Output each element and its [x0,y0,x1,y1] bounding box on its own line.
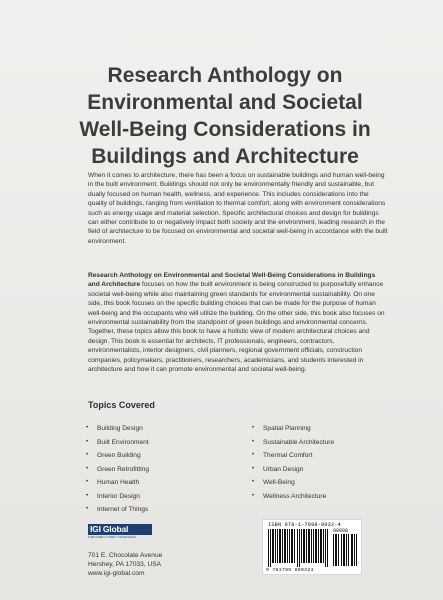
publisher-address [88,551,228,579]
bullet-icon: • [86,465,89,472]
topic-label: Thermal Comfort [263,452,313,459]
logo-wordmark: IGI Global [88,524,152,535]
paragraph-2-bold-title: Research Anthology on Environmental and Societal Well-Being Considerations in Buildings and Architecture [88,272,376,289]
topics-list-right [252,422,382,503]
topic-item [86,463,216,477]
topic-item [86,476,216,490]
title-line: Buildings and Architecture [91,145,359,168]
isbn-barcode [262,519,362,575]
topic-item [86,422,216,436]
barcode-digits: 9 781799 890324 [266,568,314,573]
topic-item [252,476,382,490]
logo-tagline: PUBLISHER of TIMELY KNOWLEDGE [88,536,136,539]
topic-label: Built Environment [97,438,149,446]
bullet-icon: • [86,425,89,431]
title-line: Research Anthology on [107,64,343,87]
bullet-icon: • [86,479,89,485]
book-title [40,62,410,170]
bullet-icon: • [252,465,255,472]
topic-label: Interior Design [97,492,140,500]
bullet-icon: • [86,492,89,499]
topic-item [252,463,382,477]
isbn-number: ISBN 978-1-7998-9032-4 [268,522,341,528]
bullet-icon: • [252,425,255,431]
topic-item [252,449,382,463]
topic-label: Well-Being [263,479,295,486]
topic-label: Internet of Things [97,506,149,513]
topic-label: Human Health [97,479,140,486]
description-paragraph-2 [88,271,388,374]
topic-label: Building Design [97,425,143,432]
topic-label: Sustainable Architecture [263,438,335,446]
bullet-icon: • [252,492,255,499]
topic-item [86,449,216,463]
topic-item [252,422,382,436]
bullet-icon: • [86,506,89,512]
topic-item [252,490,382,504]
barcode-addon-number: 90000 [333,528,349,534]
publisher-website: www.igi-global.com [88,570,145,578]
bullet-icon: • [252,452,255,458]
topic-label: Green Retrofitting [97,465,150,473]
bullet-icon: • [86,452,89,458]
bullet-icon: • [252,479,255,485]
barcode-icon [268,529,330,567]
barcode-addon-icon [333,534,357,566]
topic-item [252,436,382,450]
title-line: Well-Being Considerations in [79,118,371,141]
bullet-icon: • [86,438,89,445]
bullet-icon: • [252,438,255,445]
publisher-logo [88,524,152,542]
description-paragraph-1: When it comes to architecture, there has been a focus on sustainable buildings and human well-being in the built environment. Buildings should not only be environmentally friendly and sustainable, but dually focused on human health, wellness, and experience. This includes considerations into the quality of buildings, ranging from ventilation to thermal comfort, along with environment considerations such as energy usage and material selection. Specific architectural choices and design for buildings can either contribute to or negatively impact both society and the environment, leading research in the field of architecture to be focused on environmental and societal well-being in accordance with the built environment. [88,172,388,245]
topic-item [86,490,216,504]
topic-label: Urban Design [263,465,304,473]
topic-label: Green Building [97,452,141,459]
topic-label: Spatial Planning [263,425,311,432]
address-line: 701 E. Chocolate Avenue [88,552,163,559]
topic-label: Wellness Architecture [263,492,327,500]
address-line: Hershey, PA 17033, USA [88,561,162,569]
topic-item [86,503,216,517]
topics-heading: Topics Covered [88,400,155,410]
title-line: Environmental and Societal [87,91,363,114]
topic-item [86,436,216,450]
topics-list-left [86,422,216,517]
paragraph-2-text: focuses on how the built environment is being constructed to purposefully enhance societal well-being while also maintaining green standards for environmental sustainability. On one side, this book focuses on the specific building choices that can be made for the purpose of human well-being and the occupants who will utilize the building. On the other side, this book also focuses on environmental sustainability from the standpoint of green buildings and environmental concerns. Together, these topics allow this book to have a holistic view of modern architectural choices and design. This book is essential for architects, IT professionals, engineers, contractors, environmentalists, interior designers, civil planners, regional government officials, construction companies, policymakers, practitioners, researchers, academicians, and students interested in architecture and how it can promote environmental and societal well-being. [88,281,385,374]
